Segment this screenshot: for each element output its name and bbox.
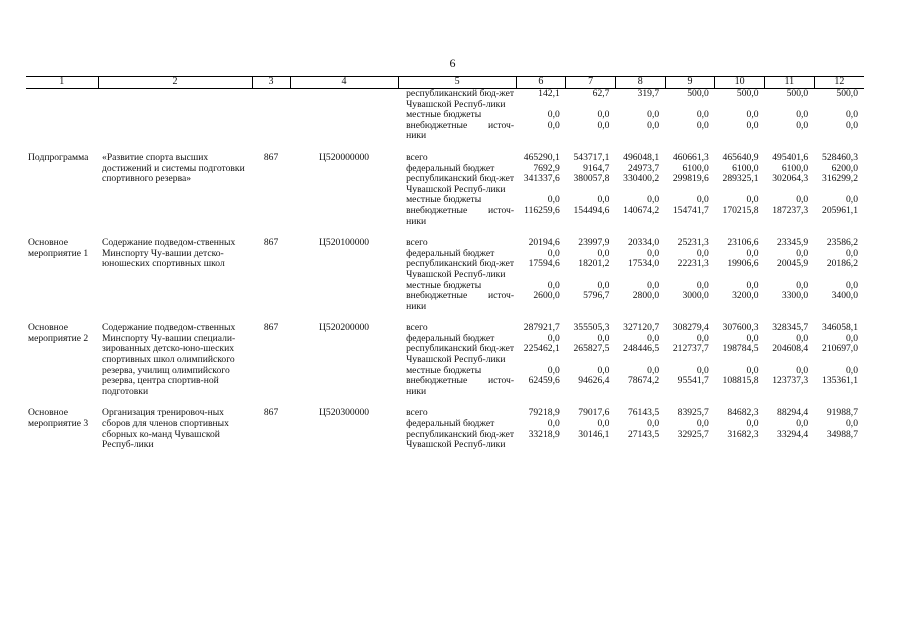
value-cell: 495401,6: [772, 151, 809, 163]
value-cell: 0,0: [796, 194, 809, 206]
funding-source: республиканский бюд-жет Чувашской Респуб-лики: [406, 173, 515, 195]
header-cell-2: 2: [98, 77, 252, 89]
value-cell: 22231,3: [677, 258, 709, 270]
value-cell: 341337,6: [523, 173, 560, 185]
row-name: Содержание подведом-ственных Минспорту Чу-вашии детско-юношеских спортивных школ: [102, 237, 236, 270]
value-cell: 0,0: [846, 119, 858, 131]
header-cell-4: 4: [290, 77, 398, 89]
value-cell: 0,0: [746, 119, 759, 131]
value-cell: 0,0: [647, 332, 660, 344]
value-cell: 116259,6: [524, 204, 560, 216]
row-code: Ц520100000: [319, 237, 370, 249]
value-cell: 17534,0: [627, 258, 660, 270]
value-cell: 287921,7: [523, 322, 560, 334]
value-cell: 0,0: [597, 109, 610, 121]
empty-cell: [26, 89, 98, 142]
value-cell: 7692,9: [533, 162, 560, 174]
value-cell: 212737,7: [672, 343, 709, 355]
value-cell: 78674,2: [627, 375, 660, 387]
value-cell: 5796,7: [583, 290, 610, 302]
funding-source: федеральный бюджет: [406, 162, 495, 174]
value-cell: 2800,0: [632, 290, 660, 302]
value-cell: 142,1: [538, 88, 560, 99]
value-cell: 289325,1: [722, 173, 759, 185]
value-cell: 140674,2: [623, 204, 660, 216]
value-cell: 88294,4: [777, 407, 809, 419]
funding-source: местные бюджеты: [406, 364, 482, 376]
value-cell: 108815,8: [722, 375, 759, 387]
value-cell: 265827,5: [573, 343, 610, 355]
value-cell: 20186,2: [826, 258, 858, 270]
value-cell: 25231,3: [677, 237, 709, 249]
value-cell: 0,0: [796, 119, 809, 131]
value-cell: 0,0: [846, 332, 858, 344]
value-cell: 460661,3: [672, 151, 709, 163]
row-grbs: 867: [263, 322, 279, 334]
value-cell: 6100,0: [682, 162, 709, 174]
header-row: [26, 77, 864, 89]
value-cell: 465290,1: [523, 151, 560, 163]
row-name: Содержание подведом-ственных Минспорту Чу-вашии специали-зированных детско-юно-шеских спортивных школ олимпийского резерва, училищ олимпийского резерва, центра спортив-ной подготовки: [102, 322, 236, 397]
value-cell: 0,0: [597, 364, 610, 376]
value-cell: 319,7: [637, 88, 660, 99]
value-cell: 0,0: [846, 418, 858, 430]
value-cell: 3200,0: [732, 290, 759, 302]
value-cell: 328345,7: [772, 322, 809, 334]
value-cell: 0,0: [597, 332, 610, 344]
header-cell-1: 1: [26, 77, 98, 89]
value-cell: 299819,6: [672, 173, 709, 185]
value-cell: 316299,2: [822, 173, 858, 185]
value-cell: 17594,6: [528, 258, 560, 270]
value-cell: 0,0: [547, 279, 560, 291]
funding-source: внебюджетные источ-ники: [406, 375, 515, 397]
row-type: Основное мероприятие 3: [28, 407, 89, 430]
table-row: [26, 89, 864, 111]
funding-source: федеральный бюджет: [406, 418, 495, 430]
header-cell-10: 10: [715, 77, 765, 89]
value-cell: 170215,8: [722, 204, 759, 216]
value-cell: 0,0: [547, 247, 560, 259]
funding-source: всего: [406, 151, 428, 163]
row-grbs: 867: [263, 237, 279, 249]
value-cell: 500,0: [687, 88, 709, 99]
value-cell: 0,0: [597, 119, 610, 131]
row-type: Подпрограмма: [28, 151, 89, 163]
value-cell: 0,0: [846, 109, 858, 121]
value-cell: 0,0: [746, 418, 759, 430]
value-cell: 30146,1: [578, 428, 610, 440]
value-cell: 0,0: [846, 364, 858, 376]
value-cell: 0,0: [746, 364, 759, 376]
header-cell-8: 8: [615, 77, 665, 89]
value-cell: 84682,3: [727, 407, 759, 419]
value-cell: 0,0: [547, 194, 560, 206]
funding-source: республиканский бюд-жет Чувашской Респуб-лики: [406, 88, 515, 110]
header-cell-12: 12: [814, 77, 864, 89]
header-cell-5: 5: [398, 77, 516, 89]
value-cell: 346058,1: [822, 322, 858, 334]
value-cell: 6100,0: [781, 162, 809, 174]
value-cell: 307600,3: [722, 322, 759, 334]
row-grbs: 867: [263, 407, 279, 419]
value-cell: 465640,9: [722, 151, 759, 163]
value-cell: 27143,5: [627, 428, 660, 440]
value-cell: 0,0: [547, 109, 560, 121]
value-cell: 0,0: [696, 279, 709, 291]
value-cell: 0,0: [696, 119, 709, 131]
value-cell: 0,0: [746, 279, 759, 291]
value-cell: 2600,0: [533, 290, 560, 302]
value-cell: 225462,1: [523, 343, 560, 355]
row-type: Основное мероприятие 1: [28, 237, 89, 259]
funding-source: местные бюджеты: [406, 109, 482, 121]
value-cell: 0,0: [846, 194, 858, 206]
value-cell: 154741,7: [672, 204, 709, 216]
value-cell: 83925,7: [677, 407, 709, 419]
funding-source: всего: [406, 322, 428, 334]
value-cell: 0,0: [846, 279, 858, 291]
table-row: [26, 153, 864, 164]
row-type: Основное мероприятие 2: [28, 322, 89, 344]
value-cell: 23106,6: [727, 237, 759, 249]
value-cell: 24973,7: [627, 162, 660, 174]
funding-source: местные бюджеты: [406, 194, 482, 206]
funding-source: федеральный бюджет: [406, 332, 495, 344]
value-cell: 135361,1: [822, 375, 858, 387]
header-cell-7: 7: [566, 77, 616, 89]
value-cell: 500,0: [786, 88, 809, 99]
value-cell: 62,7: [592, 88, 610, 99]
value-cell: 0,0: [796, 279, 809, 291]
value-cell: 330400,2: [623, 173, 660, 185]
value-cell: 0,0: [746, 109, 759, 121]
value-cell: 33294,4: [777, 428, 809, 440]
value-cell: 198784,5: [722, 343, 759, 355]
value-cell: 0,0: [846, 247, 858, 259]
row-name: «Развитие спорта высших достижений и системы подготовки спортивного резерва»: [102, 151, 245, 185]
value-cell: 0,0: [796, 364, 809, 376]
value-cell: 34988,7: [826, 428, 858, 440]
value-cell: 91988,7: [826, 407, 858, 419]
value-cell: 79017,6: [578, 407, 610, 419]
value-cell: 23997,9: [578, 237, 610, 249]
funding-source: всего: [406, 407, 428, 419]
value-cell: 31682,3: [727, 428, 759, 440]
value-cell: 0,0: [746, 247, 759, 259]
value-cell: 0,0: [647, 109, 660, 121]
funding-source: внебюджетные источ-ники: [406, 204, 515, 227]
value-cell: 154494,6: [573, 204, 610, 216]
header-cell-6: 6: [516, 77, 566, 89]
value-cell: 0,0: [696, 364, 709, 376]
value-cell: 32925,7: [677, 428, 709, 440]
value-cell: 0,0: [696, 332, 709, 344]
value-cell: 0,0: [547, 119, 560, 131]
row-code: Ц520200000: [319, 322, 370, 334]
value-cell: 302064,3: [772, 173, 809, 185]
value-cell: 6100,0: [732, 162, 759, 174]
value-cell: 380057,8: [573, 173, 610, 185]
value-cell: 355505,3: [573, 322, 610, 334]
row-code: Ц520000000: [319, 151, 370, 163]
value-cell: 0,0: [696, 247, 709, 259]
value-cell: 327120,7: [623, 322, 660, 334]
value-cell: 95541,7: [677, 375, 709, 387]
value-cell: 528460,3: [822, 151, 858, 163]
value-cell: 76143,5: [627, 407, 660, 419]
value-cell: 0,0: [547, 364, 560, 376]
budget-table: [26, 76, 864, 451]
value-cell: 0,0: [796, 332, 809, 344]
funding-source: республиканский бюд-жет Чувашской Респуб-лики: [406, 343, 515, 366]
value-cell: 0,0: [647, 119, 660, 131]
table-header: [26, 77, 864, 89]
value-cell: 0,0: [597, 418, 610, 430]
funding-source: республиканский бюд-жет Чувашской Респуб-лики: [406, 258, 515, 280]
value-cell: 0,0: [597, 279, 610, 291]
value-cell: 248446,5: [623, 343, 660, 355]
value-cell: 0,0: [647, 194, 660, 206]
value-cell: 0,0: [547, 418, 560, 430]
value-cell: 3300,0: [781, 290, 809, 302]
value-cell: 94626,4: [578, 375, 610, 387]
header-cell-11: 11: [765, 77, 815, 89]
value-cell: 3000,0: [682, 290, 709, 302]
funding-source: республиканский бюд-жет Чувашской Респуб-лики: [406, 428, 515, 451]
page-number: 6: [449, 56, 456, 70]
row-code: Ц520300000: [319, 407, 370, 419]
table-body: [26, 89, 864, 451]
funding-source: всего: [406, 237, 428, 249]
value-cell: 0,0: [746, 194, 759, 206]
value-cell: 79218,9: [528, 407, 560, 419]
value-cell: 0,0: [696, 194, 709, 206]
value-cell: 33218,9: [528, 428, 560, 440]
value-cell: 500,0: [736, 88, 759, 99]
value-cell: 19906,6: [727, 258, 759, 270]
value-cell: 543717,1: [573, 151, 610, 163]
value-cell: 496048,1: [623, 151, 660, 163]
funding-source: внебюджетные источ-ники: [406, 290, 515, 312]
value-cell: 500,0: [836, 88, 858, 99]
row-name: Организация тренировоч-ных сборов для членов спортивных сборных ко-манд Чувашской Респуб-лики: [102, 407, 229, 451]
header-cell-3: 3: [252, 77, 290, 89]
value-cell: 210697,0: [822, 343, 858, 355]
value-cell: 0,0: [796, 109, 809, 121]
value-cell: 0,0: [547, 332, 560, 344]
value-cell: 308279,4: [672, 322, 709, 334]
value-cell: 0,0: [696, 418, 709, 430]
value-cell: 20045,9: [777, 258, 809, 270]
value-cell: 62459,6: [528, 375, 560, 387]
value-cell: 18201,2: [578, 258, 610, 270]
value-cell: 9164,7: [583, 162, 610, 174]
value-cell: 0,0: [647, 418, 660, 430]
value-cell: 204608,4: [772, 343, 809, 355]
header-cell-9: 9: [665, 77, 715, 89]
value-cell: 0,0: [647, 247, 660, 259]
value-cell: 187237,3: [772, 204, 809, 216]
value-cell: 6200,0: [831, 162, 858, 174]
value-cell: 0,0: [796, 247, 809, 259]
value-cell: 205961,1: [822, 204, 858, 216]
value-cell: 0,0: [746, 332, 759, 344]
value-cell: 0,0: [796, 418, 809, 430]
empty-cell: [98, 89, 252, 142]
value-cell: 0,0: [597, 247, 610, 259]
funding-source: внебюджетные источ-ники: [406, 119, 515, 142]
funding-source: местные бюджеты: [406, 279, 482, 291]
value-cell: 23586,2: [826, 237, 858, 249]
value-cell: 0,0: [696, 109, 709, 121]
value-cell: 23345,9: [777, 237, 809, 249]
value-cell: 0,0: [597, 194, 610, 206]
value-cell: 3400,0: [831, 290, 858, 302]
value-cell: 20334,0: [627, 237, 660, 249]
value-cell: 0,0: [647, 364, 660, 376]
value-cell: 123737,3: [772, 375, 809, 387]
value-cell: 20194,6: [528, 237, 560, 249]
empty-cell: [290, 89, 398, 142]
empty-cell: [252, 89, 290, 142]
funding-source: федеральный бюджет: [406, 247, 495, 259]
value-cell: 0,0: [647, 279, 660, 291]
row-grbs: 867: [263, 151, 279, 163]
